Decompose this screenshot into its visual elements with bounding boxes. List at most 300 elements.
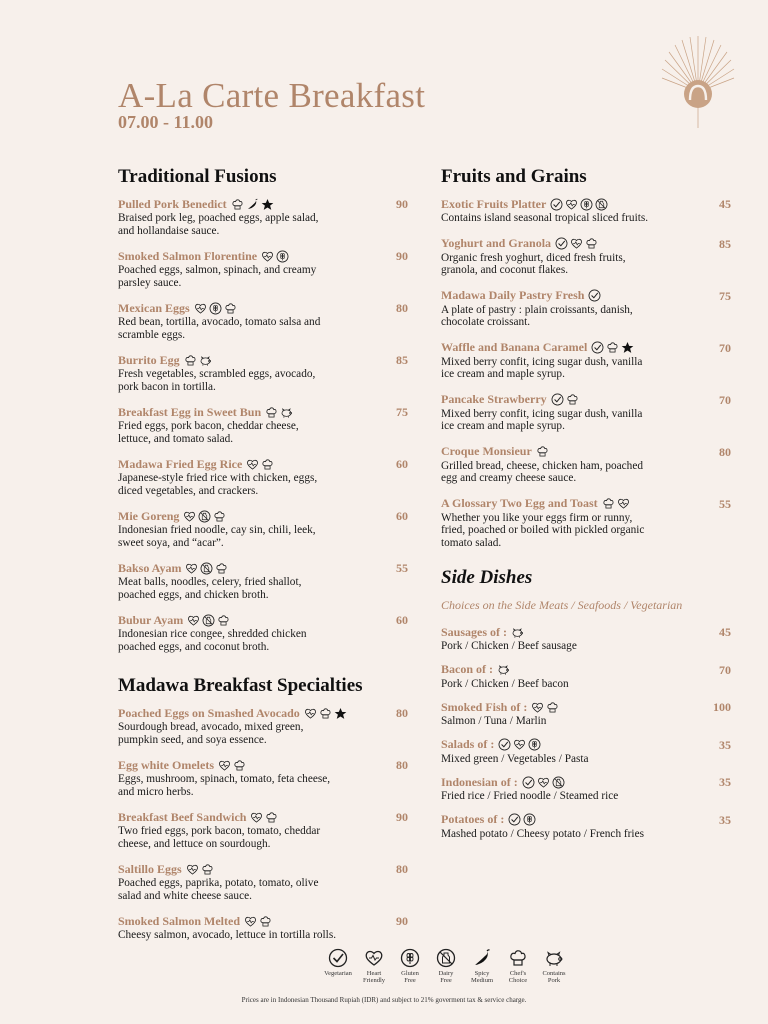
description-line: Mixed berry confit, icing sugar dush, vanilla bbox=[441, 355, 643, 368]
item-icons bbox=[304, 707, 347, 720]
vegetarian-icon bbox=[498, 738, 511, 751]
menu-item-burrito-egg bbox=[118, 353, 408, 393]
pig-icon bbox=[511, 626, 524, 639]
item-price: 45 bbox=[719, 625, 731, 639]
item-icons bbox=[244, 915, 272, 928]
chili-icon bbox=[472, 948, 492, 968]
legend-item-dairy-free bbox=[430, 948, 462, 984]
dairy-free-icon bbox=[595, 198, 608, 211]
item-description bbox=[118, 368, 408, 393]
item-icons bbox=[246, 458, 274, 471]
item-icons bbox=[508, 813, 536, 826]
description-line: egg and creamy cheese sauce. bbox=[441, 472, 577, 484]
legend-item-vegetarian bbox=[322, 948, 354, 984]
chef-hat-icon bbox=[259, 915, 272, 928]
item-price: 60 bbox=[396, 613, 408, 627]
description-line: Braised pork leg, poached eggs, apple salad, bbox=[118, 212, 319, 224]
vegetarian-icon bbox=[588, 289, 601, 302]
specialties-list bbox=[118, 706, 408, 942]
vegetarian-icon bbox=[328, 948, 348, 968]
page-title: A-La Carte Breakfast bbox=[118, 76, 426, 115]
item-icons bbox=[591, 341, 634, 354]
item-name: Croque Monsieur bbox=[441, 444, 532, 458]
menu-item-smoked-fish-of bbox=[441, 700, 731, 728]
description-line: and hollandaise sauce. bbox=[118, 224, 220, 237]
chef-hat-icon bbox=[606, 341, 619, 354]
section-title-specialties: Madawa Breakfast Specialties bbox=[118, 675, 363, 696]
menu-item-sausages-of bbox=[441, 625, 731, 653]
pig-icon bbox=[199, 354, 212, 367]
wheat-icon bbox=[209, 302, 222, 315]
wheat-icon bbox=[276, 250, 289, 263]
chef-hat-icon bbox=[217, 614, 230, 627]
item-description bbox=[441, 460, 731, 485]
item-icons bbox=[187, 614, 230, 627]
legend-label-line: Spicy bbox=[474, 970, 490, 977]
item-head bbox=[441, 625, 731, 639]
item-description: Mashed potato / Cheesy potato / French fries bbox=[441, 827, 644, 840]
item-name: Burrito Egg bbox=[118, 352, 180, 367]
description-line: Mixed berry confit, icing sugar dush, vanilla bbox=[441, 407, 643, 420]
legend-label-line: Friendly bbox=[362, 977, 386, 984]
item-head bbox=[441, 445, 731, 459]
dairy-free-icon bbox=[198, 510, 211, 523]
menu-item-bacon-of bbox=[441, 663, 731, 691]
star-icon bbox=[261, 198, 274, 211]
description-line: Eggs, mushroom, spinach, tomato, feta cheese, bbox=[118, 773, 331, 785]
menu-item-smoked-salmon-florentine bbox=[118, 249, 408, 289]
item-icons bbox=[555, 237, 598, 250]
chef-hat-icon bbox=[213, 510, 226, 523]
item-head bbox=[441, 393, 731, 407]
legend-item-heart bbox=[358, 948, 390, 984]
item-name: Smoked Salmon Florentine bbox=[118, 248, 258, 263]
legend-item-chili bbox=[466, 948, 498, 984]
pig-icon bbox=[280, 406, 293, 419]
item-description: Mixed green / Vegetables / Pasta bbox=[441, 752, 589, 765]
item-price: 80 bbox=[396, 862, 408, 876]
traditional-list bbox=[118, 197, 408, 653]
legend-label-line: Choice bbox=[508, 977, 528, 984]
item-head bbox=[118, 509, 408, 523]
item-icons bbox=[231, 198, 274, 211]
description-line: Poached eggs, paprika, potato, tomato, olive bbox=[118, 877, 319, 889]
menu-item-a-glossary-two-egg-and-toast bbox=[441, 497, 731, 550]
item-description: Pork / Chicken / Beef bacon bbox=[441, 677, 569, 690]
item-name: Pancake Strawberry bbox=[441, 392, 547, 406]
menu-item-pancake-strawberry bbox=[441, 393, 731, 433]
item-name: Saltillo Eggs bbox=[118, 861, 182, 876]
legend-label bbox=[439, 970, 454, 984]
item-head bbox=[441, 700, 731, 714]
item-name: Poached Eggs on Smashed Avocado bbox=[118, 705, 300, 720]
item-description bbox=[441, 356, 731, 381]
item-head bbox=[118, 914, 408, 928]
item-description bbox=[118, 212, 408, 237]
dairy-free-icon bbox=[200, 562, 213, 575]
peacock-logo-icon bbox=[660, 34, 736, 130]
description-line: Contains island seasonal tropical sliced fruits. bbox=[441, 212, 649, 224]
chef-hat-icon bbox=[215, 562, 228, 575]
description-line: poached eggs, and chicken broth. bbox=[118, 588, 269, 601]
description-line: Grilled bread, cheese, chicken ham, poached bbox=[441, 459, 643, 472]
description-line: Japanese-style fried rice with chicken, eggs, bbox=[118, 472, 318, 484]
menu-item-egg-white-omelets bbox=[118, 758, 408, 798]
description-line: chocolate croissant. bbox=[441, 316, 531, 328]
chef-hat-icon bbox=[536, 445, 549, 458]
item-description bbox=[118, 264, 408, 289]
section-title-fruits: Fruits and Grains bbox=[441, 166, 587, 187]
wheat-icon bbox=[400, 948, 420, 968]
item-description bbox=[118, 773, 408, 798]
item-description bbox=[441, 252, 731, 277]
item-icons bbox=[588, 289, 601, 302]
item-head bbox=[441, 775, 731, 789]
item-description bbox=[118, 825, 408, 850]
star-icon bbox=[334, 707, 347, 720]
item-head bbox=[118, 810, 408, 824]
menu-item-bubur-ayam bbox=[118, 613, 408, 653]
item-description bbox=[118, 316, 408, 341]
legend-label-line: Pork bbox=[547, 977, 561, 984]
item-description bbox=[441, 512, 731, 550]
item-name: Madawa Daily Pastry Fresh bbox=[441, 288, 585, 302]
legend-label bbox=[324, 970, 352, 977]
item-description: Salmon / Tuna / Marlin bbox=[441, 715, 547, 727]
item-name: Mexican Eggs bbox=[118, 300, 190, 315]
item-description bbox=[441, 408, 731, 433]
serving-hours: 07.00 - 11.00 bbox=[118, 112, 214, 132]
item-price: 80 bbox=[396, 706, 408, 720]
item-head bbox=[441, 813, 731, 827]
dietary-legend bbox=[322, 948, 570, 984]
item-icons bbox=[250, 811, 278, 824]
item-price: 35 bbox=[719, 737, 731, 752]
description-line: scramble eggs. bbox=[118, 328, 186, 341]
item-price: 90 bbox=[396, 810, 408, 824]
chef-hat-icon bbox=[261, 458, 274, 471]
heart-icon bbox=[186, 863, 199, 876]
heart-icon bbox=[194, 302, 207, 315]
description-line: Sourdough bread, avocado, mixed green, bbox=[118, 721, 304, 733]
item-description bbox=[118, 721, 408, 746]
heart-icon bbox=[183, 510, 196, 523]
description-line: granola, and coconut flakes. bbox=[441, 264, 569, 276]
description-line: ice cream and maple syrup. bbox=[441, 368, 565, 380]
description-line: fried, poached or boiled with pickled organic bbox=[441, 524, 645, 536]
item-price: 85 bbox=[719, 236, 731, 251]
description-line: Meat balls, noodles, celery, fried shallot, bbox=[118, 576, 302, 588]
legend-label-line: Heart bbox=[366, 970, 382, 977]
item-head bbox=[441, 289, 731, 303]
item-description: Fried rice / Fried noodle / Steamed rice bbox=[441, 790, 619, 802]
menu-item-madawa-daily-pastry-fresh bbox=[441, 289, 731, 329]
item-icons bbox=[511, 626, 524, 639]
item-name: Sausages of : bbox=[441, 624, 508, 639]
item-description bbox=[118, 524, 408, 549]
vegetarian-icon bbox=[522, 776, 535, 789]
dairy-free-icon bbox=[436, 948, 456, 968]
item-head bbox=[118, 613, 408, 627]
legend-item-pig bbox=[538, 948, 570, 984]
item-name: Egg white Omelets bbox=[118, 757, 214, 772]
item-icons bbox=[550, 198, 608, 211]
item-name: Indonesian of : bbox=[441, 774, 518, 789]
heart-icon bbox=[364, 948, 384, 968]
item-price: 80 bbox=[719, 444, 731, 459]
item-price: 90 bbox=[396, 914, 408, 928]
item-name: Mie Goreng bbox=[118, 508, 180, 523]
legend-label-line: Contains bbox=[542, 970, 566, 977]
item-price: 70 bbox=[719, 340, 731, 355]
item-name: Bakso Ayam bbox=[118, 560, 182, 575]
legend-item-chef-hat bbox=[502, 948, 534, 984]
item-price: 55 bbox=[396, 561, 408, 575]
menu-item-exotic-fruits-platter bbox=[441, 197, 731, 225]
item-icons bbox=[602, 497, 630, 510]
item-description bbox=[118, 576, 408, 601]
item-name: Breakfast Beef Sandwich bbox=[118, 809, 247, 824]
item-name: Madawa Fried Egg Rice bbox=[118, 456, 243, 471]
legend-label-line: Free bbox=[404, 977, 416, 984]
description-line: parsley sauce. bbox=[118, 276, 182, 289]
heart-icon bbox=[185, 562, 198, 575]
description-line: Two fried eggs, pork bacon, tomato, cheddar bbox=[118, 825, 321, 837]
item-icons bbox=[551, 393, 579, 406]
menu-item-breakfast-beef-sandwich bbox=[118, 810, 408, 850]
heart-icon bbox=[617, 497, 630, 510]
item-description bbox=[118, 628, 408, 653]
item-head bbox=[118, 405, 408, 419]
legend-label-line: Gluten bbox=[401, 970, 419, 977]
heart-icon bbox=[531, 701, 544, 714]
chef-hat-icon bbox=[602, 497, 615, 510]
item-head bbox=[118, 561, 408, 575]
item-head bbox=[441, 197, 731, 211]
menu-item-smoked-salmon-melted bbox=[118, 914, 408, 942]
item-head bbox=[118, 706, 408, 720]
item-head bbox=[441, 497, 731, 511]
section-title-traditional: Traditional Fusions bbox=[118, 166, 277, 187]
heart-icon bbox=[513, 738, 526, 751]
menu-item-salads-of bbox=[441, 738, 731, 766]
menu-item-bakso-ayam bbox=[118, 561, 408, 601]
legend-label bbox=[471, 970, 493, 984]
item-price: 35 bbox=[719, 812, 731, 827]
item-price: 80 bbox=[396, 301, 408, 315]
chef-hat-icon bbox=[265, 406, 278, 419]
item-name: Bubur Ayam bbox=[118, 612, 184, 627]
section-title-sides: Side Dishes bbox=[441, 567, 533, 588]
star-icon bbox=[621, 341, 634, 354]
menu-item-indonesian-of bbox=[441, 775, 731, 803]
item-price: 60 bbox=[396, 457, 408, 471]
description-line: Fresh vegetables, scrambled eggs, avocado, bbox=[118, 368, 316, 380]
item-head bbox=[118, 758, 408, 772]
item-name: Smoked Salmon Melted bbox=[118, 913, 241, 928]
item-description bbox=[118, 877, 408, 902]
item-head bbox=[441, 663, 731, 677]
item-head bbox=[118, 457, 408, 471]
description-line: sweet soya, and “acar”. bbox=[118, 536, 224, 549]
menu-item-yoghurt-and-granola bbox=[441, 237, 731, 277]
item-name: Bacon of : bbox=[441, 662, 493, 676]
left-column bbox=[118, 166, 408, 954]
item-price: 35 bbox=[719, 775, 731, 789]
description-line: Fried eggs, pork bacon, cheddar cheese, bbox=[118, 420, 299, 432]
legend-label-line: Dairy bbox=[438, 970, 454, 977]
legend-label-line: Medium bbox=[470, 977, 494, 984]
item-price: 70 bbox=[719, 662, 731, 677]
menu-item-breakfast-egg-in-sweet-bun bbox=[118, 405, 408, 445]
chef-hat-icon bbox=[233, 759, 246, 772]
item-price: 75 bbox=[719, 288, 731, 303]
legend-label bbox=[542, 970, 565, 984]
item-icons bbox=[531, 701, 559, 714]
chef-hat-icon bbox=[566, 393, 579, 406]
menu-item-saltillo-eggs bbox=[118, 862, 408, 902]
vegetarian-icon bbox=[555, 237, 568, 250]
legend-label-line: Chef's bbox=[509, 970, 527, 977]
item-icons bbox=[265, 406, 293, 419]
item-description bbox=[118, 420, 408, 445]
item-name: A Glossary Two Egg and Toast bbox=[441, 496, 598, 510]
heart-icon bbox=[304, 707, 317, 720]
chef-hat-icon bbox=[319, 707, 332, 720]
sides-list bbox=[441, 625, 731, 840]
item-icons bbox=[218, 759, 246, 772]
description-line: Poached eggs, salmon, spinach, and creamy bbox=[118, 264, 317, 276]
item-price: 55 bbox=[719, 496, 731, 511]
heart-icon bbox=[244, 915, 257, 928]
item-description bbox=[441, 212, 731, 225]
item-name: Breakfast Egg in Sweet Bun bbox=[118, 404, 262, 419]
description-line: Indonesian fried noodle, cay sin, chili, leek, bbox=[118, 524, 316, 536]
item-description: Pork / Chicken / Beef sausage bbox=[441, 640, 577, 652]
pig-icon bbox=[497, 663, 510, 676]
description-line: and micro herbs. bbox=[118, 785, 194, 798]
item-price: 90 bbox=[396, 197, 408, 211]
description-line: Organic fresh yoghurt, diced fresh fruits, bbox=[441, 251, 626, 264]
legend-label-line: Vegetarian bbox=[324, 970, 352, 977]
item-price: 100 bbox=[713, 700, 731, 714]
chef-hat-icon bbox=[231, 198, 244, 211]
item-price: 60 bbox=[396, 509, 408, 523]
item-name: Exotic Fruits Platter bbox=[441, 196, 547, 211]
item-icons bbox=[185, 562, 228, 575]
item-description bbox=[118, 472, 408, 497]
chef-hat-icon bbox=[585, 237, 598, 250]
item-name: Pulled Pork Benedict bbox=[118, 196, 227, 211]
dairy-free-icon bbox=[202, 614, 215, 627]
heart-icon bbox=[187, 614, 200, 627]
menu-item-pulled-pork-benedict bbox=[118, 197, 408, 237]
heart-icon bbox=[250, 811, 263, 824]
description-line: Cheesy salmon, avocado, lettuce in tortilla rolls. bbox=[118, 929, 337, 941]
fruits-list bbox=[441, 197, 731, 549]
item-icons bbox=[183, 510, 226, 523]
item-price: 45 bbox=[719, 197, 731, 211]
chef-hat-icon bbox=[508, 948, 528, 968]
heart-icon bbox=[261, 250, 274, 263]
sides-subtitle: Choices on the Side Meats / Seafoods / Vegetarian bbox=[441, 598, 683, 612]
heart-icon bbox=[537, 776, 550, 789]
chef-hat-icon bbox=[546, 701, 559, 714]
item-head bbox=[118, 249, 408, 263]
item-head bbox=[118, 862, 408, 876]
item-head bbox=[118, 353, 408, 367]
wheat-icon bbox=[528, 738, 541, 751]
item-head bbox=[118, 301, 408, 315]
menu-item-waffle-and-banana-caramel bbox=[441, 341, 731, 381]
wheat-icon bbox=[523, 813, 536, 826]
item-icons bbox=[498, 738, 541, 751]
item-price: 80 bbox=[396, 758, 408, 772]
heart-icon bbox=[246, 458, 259, 471]
description-line: ice cream and maple syrup. bbox=[441, 420, 565, 432]
description-line: Indonesian rice congee, shredded chicken bbox=[118, 628, 307, 640]
menu-item-mexican-eggs bbox=[118, 301, 408, 341]
item-description bbox=[118, 929, 408, 942]
menu-item-croque-monsieur bbox=[441, 445, 731, 485]
vegetarian-icon bbox=[550, 198, 563, 211]
item-icons bbox=[184, 354, 212, 367]
legend-item-wheat bbox=[394, 948, 426, 984]
menu-item-madawa-fried-egg-rice bbox=[118, 457, 408, 497]
price-footnote: Prices are in Indonesian Thousand Rupiah (IDR) and subject to 21% goverment tax & service charge. bbox=[241, 996, 527, 1004]
description-line: tomato salad. bbox=[441, 536, 502, 549]
item-price: 90 bbox=[396, 249, 408, 263]
item-name: Potatoes of : bbox=[441, 812, 505, 826]
item-head bbox=[441, 237, 731, 251]
heart-icon bbox=[570, 237, 583, 250]
item-price: 70 bbox=[719, 392, 731, 407]
legend-label bbox=[363, 970, 385, 984]
item-icons bbox=[186, 863, 214, 876]
vegetarian-icon bbox=[591, 341, 604, 354]
item-name: Waffle and Banana Caramel bbox=[441, 340, 588, 354]
menu-item-potatoes-of bbox=[441, 813, 731, 841]
menu-item-poached-eggs-on-smashed-avocado bbox=[118, 706, 408, 746]
item-name: Yoghurt and Granola bbox=[441, 236, 552, 250]
description-line: poached eggs, and coconut broth. bbox=[118, 640, 270, 653]
legend-label bbox=[509, 970, 527, 984]
chili-icon bbox=[246, 198, 259, 211]
chef-hat-icon bbox=[265, 811, 278, 824]
chef-hat-icon bbox=[184, 354, 197, 367]
vegetarian-icon bbox=[508, 813, 521, 826]
item-icons bbox=[497, 663, 510, 676]
item-name: Smoked Fish of : bbox=[441, 699, 528, 714]
description-line: A plate of pastry : plain croissants, danish, bbox=[441, 303, 633, 316]
item-head bbox=[441, 341, 731, 355]
heart-icon bbox=[565, 198, 578, 211]
legend-label-line: Free bbox=[440, 977, 452, 984]
dairy-free-icon bbox=[552, 776, 565, 789]
menu-item-mie-goreng bbox=[118, 509, 408, 549]
legend-label bbox=[401, 970, 419, 984]
description-line: pumpkin seed, and soya essence. bbox=[118, 733, 267, 746]
description-line: salad and white cheese sauce. bbox=[118, 889, 252, 902]
chef-hat-icon bbox=[224, 302, 237, 315]
chef-hat-icon bbox=[201, 863, 214, 876]
item-price: 85 bbox=[396, 353, 408, 367]
right-column bbox=[441, 166, 731, 850]
vegetarian-icon bbox=[551, 393, 564, 406]
description-line: lettuce, and tomato salad. bbox=[118, 432, 234, 445]
description-line: Red bean, tortilla, avocado, tomato salsa and bbox=[118, 316, 321, 328]
description-line: cheese, and lettuce on sourdough. bbox=[118, 837, 271, 850]
